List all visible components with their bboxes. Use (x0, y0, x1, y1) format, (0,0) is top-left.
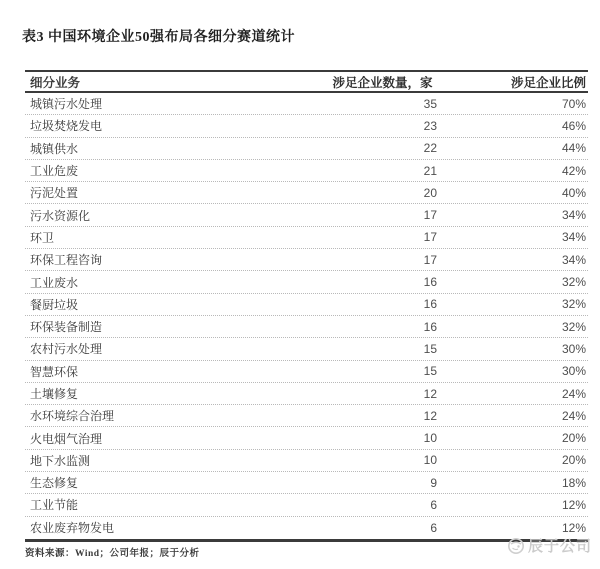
table-row (25, 472, 588, 494)
company-percentage: 34% (561, 230, 586, 245)
segment-name: 环保工程咨询 (30, 253, 103, 268)
table-row (25, 249, 588, 271)
company-count: 6 (430, 497, 437, 512)
segment-name: 工业废水 (30, 275, 79, 290)
company-percentage: 20% (561, 431, 586, 446)
segment-statistics-table (25, 70, 588, 542)
segment-name: 地下水监测 (30, 453, 91, 468)
page-title: 表3 中国环境企业50强布局各细分赛道统计 (22, 30, 295, 45)
table-row (25, 115, 588, 137)
company-count: 16 (423, 297, 437, 312)
company-count: 12 (423, 386, 437, 401)
table-row (25, 338, 588, 360)
column-header-company-count: 涉足企业数量，家 (332, 75, 433, 90)
table-row (25, 494, 588, 516)
segment-name: 土壤修复 (30, 387, 79, 401)
table-row (25, 160, 588, 182)
company-percentage: 32% (561, 275, 586, 290)
company-count: 9 (430, 475, 437, 490)
company-percentage: 24% (561, 408, 586, 423)
table-row (25, 93, 588, 115)
segment-name: 农业废弃物发电 (30, 521, 115, 536)
segment-name: 污水资源化 (30, 208, 91, 223)
segment-name: 火电烟气治理 (30, 431, 103, 446)
column-header-segment: 细分业务 (30, 75, 81, 90)
segment-name: 城镇污水处理 (30, 97, 103, 112)
company-count: 10 (423, 431, 437, 446)
company-percentage: 12% (561, 520, 586, 535)
company-percentage: 34% (561, 252, 586, 267)
company-count: 16 (423, 275, 437, 290)
table-row (25, 204, 588, 226)
table-row (25, 182, 588, 204)
company-percentage: 44% (561, 141, 586, 156)
company-count: 21 (423, 163, 437, 178)
company-count: 12 (423, 408, 437, 423)
table-row (25, 405, 588, 427)
company-count: 35 (423, 96, 437, 111)
table-row (25, 294, 588, 316)
segment-name: 智慧环保 (30, 364, 79, 379)
company-percentage: 12% (561, 497, 586, 512)
company-count: 6 (430, 520, 437, 535)
company-percentage: 32% (561, 319, 586, 334)
company-count: 17 (423, 230, 437, 245)
company-count: 15 (423, 341, 437, 356)
column-header-company-percentage: 涉足企业比例 (510, 75, 586, 90)
company-count: 22 (423, 141, 437, 156)
company-percentage: 34% (561, 208, 586, 223)
table-row (25, 450, 588, 472)
segment-name: 城镇供水 (30, 141, 79, 156)
table-row (25, 316, 588, 338)
chenyu-logo-icon (507, 537, 525, 555)
company-percentage: 70% (561, 96, 586, 111)
company-count: 20 (423, 185, 437, 200)
segment-name: 污泥处置 (30, 186, 79, 201)
table-row (25, 427, 588, 449)
company-percentage: 24% (561, 386, 586, 401)
company-percentage: 30% (561, 341, 586, 356)
segment-name: 环保装备制造 (30, 320, 103, 335)
segment-name: 农村污水处理 (30, 342, 103, 357)
company-percentage: 46% (561, 118, 586, 133)
table-row (25, 271, 588, 293)
segment-name: 环卫 (30, 230, 55, 245)
company-percentage: 40% (561, 185, 586, 200)
company-percentage: 42% (561, 163, 586, 178)
segment-name: 工业节能 (30, 498, 79, 513)
company-count: 16 (423, 319, 437, 334)
watermark-label: 辰于公司 (527, 539, 592, 555)
segment-name: 水环境综合治理 (30, 409, 115, 424)
company-percentage: 32% (561, 297, 586, 312)
table-body (25, 93, 588, 542)
source-note: 资料来源：Wind；公司年报；辰于分析 (25, 549, 200, 559)
table-row (25, 517, 588, 539)
table-row (25, 361, 588, 383)
company-percentage: 18% (561, 475, 586, 490)
segment-name: 垃圾焚烧发电 (30, 119, 103, 134)
table-header-row (25, 70, 588, 93)
watermark (507, 535, 592, 556)
company-count: 15 (423, 364, 437, 379)
company-percentage: 20% (561, 453, 586, 468)
table-row (25, 227, 588, 249)
company-count: 10 (423, 453, 437, 468)
company-count: 23 (423, 118, 437, 133)
company-percentage: 30% (561, 364, 586, 379)
company-count: 17 (423, 208, 437, 223)
company-count: 17 (423, 252, 437, 267)
table-row (25, 138, 588, 160)
segment-name: 餐厨垃圾 (30, 297, 79, 312)
segment-name: 工业危废 (30, 164, 79, 179)
segment-name: 生态修复 (30, 476, 79, 491)
table-row (25, 383, 588, 405)
